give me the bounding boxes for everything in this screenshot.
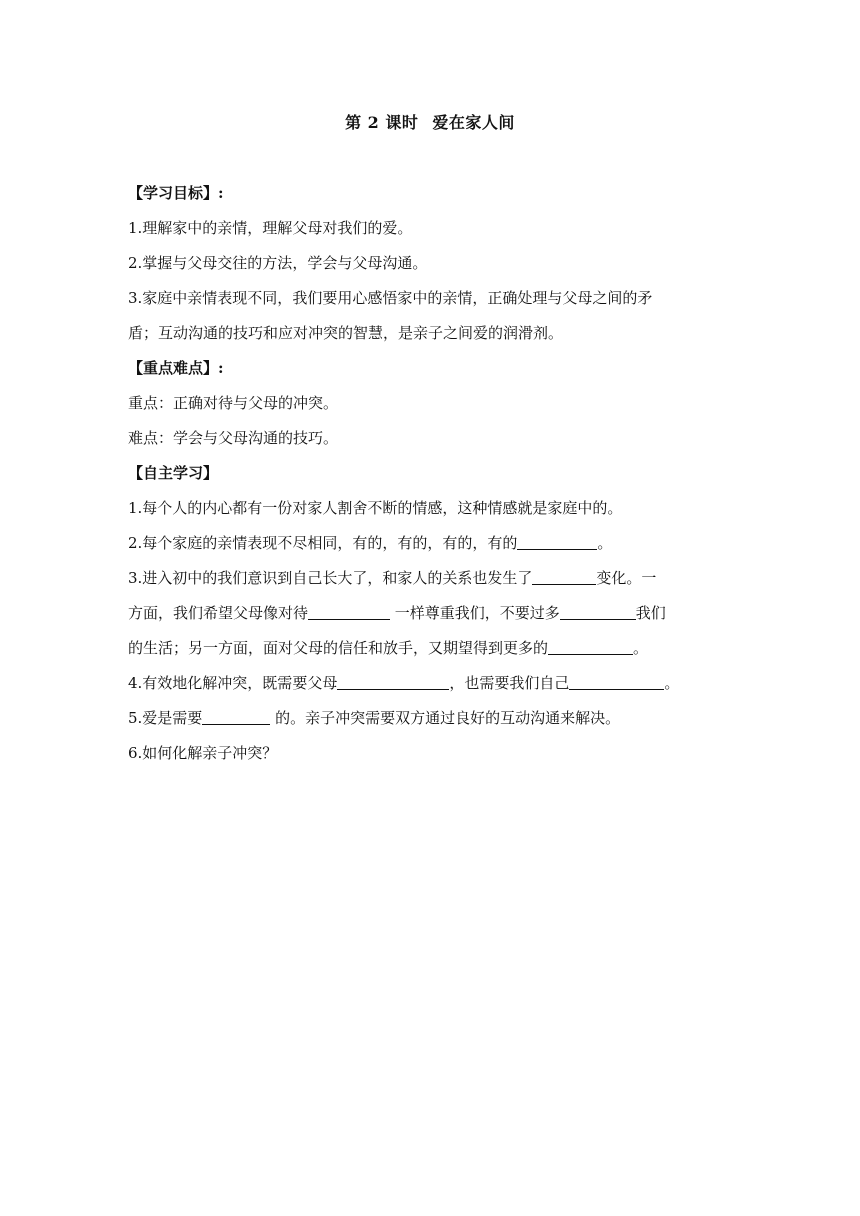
question-2 [128, 526, 733, 561]
self-study-heading: 【自主学习】 [128, 464, 219, 482]
goal-item-3: 3.家庭中亲情表现不同，我们要用心感悟家中的亲情，正确处理与父母之间的矛 [128, 289, 653, 307]
answer-blank-q4-1 [337, 674, 449, 690]
question-4 [128, 666, 733, 701]
answer-blank-q3-1 [532, 569, 596, 585]
keypoints-heading: 【重点难点】: [128, 359, 224, 377]
question-3-line-3 [128, 631, 733, 666]
question-3-text-g: 。 [633, 639, 649, 657]
question-3-text-e: 我们 [635, 604, 666, 622]
question-3-text-b: 变化。一 [596, 569, 657, 587]
question-5 [128, 701, 733, 736]
goals-heading: 【学习目标】: [128, 184, 224, 202]
answer-blank-q2 [517, 534, 597, 550]
lesson-topic: 爱在家人间 [432, 113, 515, 132]
goal-item-1: 1.理解家中的亲情，理解父母对我们的爱。 [128, 219, 413, 237]
difficult-point: 难点：学会与父母沟通的技巧。 [128, 429, 339, 447]
question-3-line-2 [128, 596, 733, 631]
question-2-end: 。 [597, 534, 613, 552]
question-5-text-a: 5.爱是需要 [128, 709, 203, 727]
answer-blank-q3-2 [308, 604, 390, 620]
key-point: 重点：正确对待与父母的冲突。 [128, 394, 339, 412]
question-3-line-1 [128, 561, 733, 596]
question-4-text-a: 4.有效地化解冲突，既需要父母 [128, 674, 338, 692]
question-2-text: 2.每个家庭的亲情表现不尽相同，有的，有的，有的，有的 [128, 534, 518, 552]
document-body [128, 176, 733, 771]
page-title [0, 110, 860, 133]
question-5-text-b: 的。亲子冲突需要双方通过良好的互动沟通来解决。 [270, 709, 621, 727]
question-3-text-a: 3.进入初中的我们意识到自己长大了，和家人的关系也发生了 [128, 569, 533, 587]
answer-blank-q3-3 [560, 604, 636, 620]
question-3-text-f: 的生活；另一方面，面对父母的信任和放手，又期望得到更多的 [128, 639, 549, 657]
goal-item-2: 2.掌握与父母交往的方法，学会与父母沟通。 [128, 254, 428, 272]
question-1: 1.每个人的内心都有一份对家人割舍不断的情感，这种情感就是家庭中的。 [128, 499, 623, 517]
question-3-text-c: 方面，我们希望父母像对待 [128, 604, 309, 622]
question-3-text-d: 一样尊重我们，不要过多 [390, 604, 560, 622]
question-4-text-b: ，也需要我们自己 [449, 674, 570, 692]
question-6: 6.如何化解亲子冲突？ [128, 744, 278, 762]
answer-blank-q4-2 [569, 674, 664, 690]
goal-item-3-continued: 盾；互动沟通的技巧和应对冲突的智慧，是亲子之间爱的润滑剂。 [128, 324, 564, 342]
question-4-text-c: 。 [664, 674, 680, 692]
answer-blank-q5 [202, 709, 270, 725]
lesson-number: 第 2 课时 [345, 113, 419, 132]
answer-blank-q3-4 [548, 639, 633, 655]
